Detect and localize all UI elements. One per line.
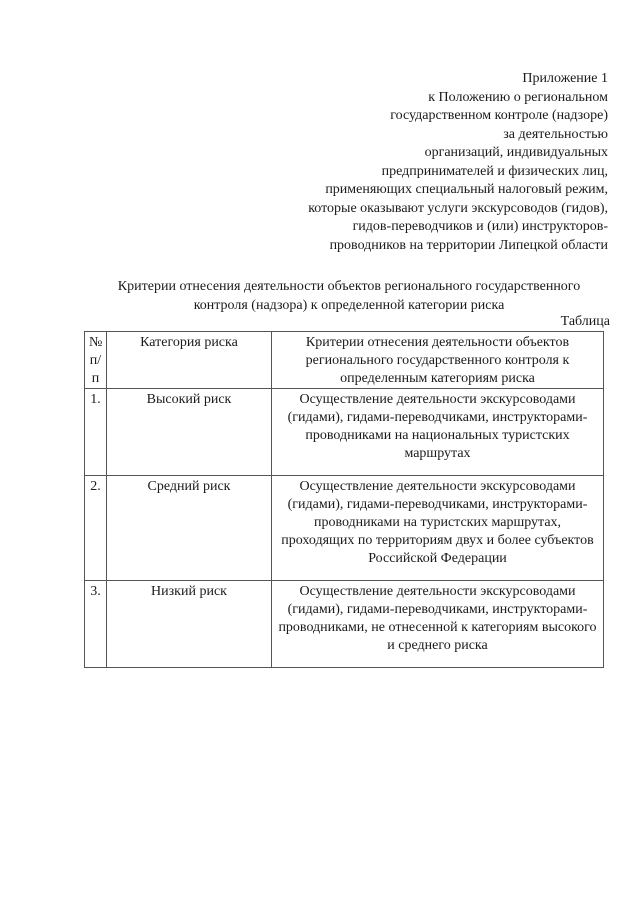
appendix-line: применяющих специальный налоговый режим, xyxy=(325,182,608,197)
appendix-line: которые оказывают услуги экскурсоводов (гидов), xyxy=(308,200,608,216)
cell-criteria: Осуществление деятельности экскурсоводами (гидами), гидами-переводчиками, инструкторами-проводниками на туристских маршрутах, проходящих по территориям двух и более субъектов Российской Федерации xyxy=(272,476,604,581)
cell-number: 2. xyxy=(85,476,107,581)
appendix-header xyxy=(248,70,608,255)
table-row xyxy=(85,389,604,476)
header-category: Категория риска xyxy=(107,332,272,389)
cell-criteria: Осуществление деятельности экскурсоводами (гидами), гидами-переводчиками, инструкторами-проводниками, не отнесенной к категориям высокого и среднего риска xyxy=(272,581,604,668)
title-line: Критерии отнесения деятельности объектов регионального государственного xyxy=(117,279,581,294)
risk-criteria-table xyxy=(84,331,604,668)
header-number: № п/п xyxy=(85,332,107,389)
appendix-line: к Положению о региональном xyxy=(428,89,608,105)
appendix-line: проводников на территории Липецкой области xyxy=(329,237,608,253)
appendix-line: организаций, индивидуальных xyxy=(424,145,608,160)
table-row xyxy=(85,476,604,581)
appendix-line: за деятельностью xyxy=(503,126,608,142)
header-criteria: Критерии отнесения деятельности объектов регионального государственного контроля к определенным категориям риска xyxy=(272,332,604,389)
cell-category: Высокий риск xyxy=(107,389,272,476)
cell-category: Низкий риск xyxy=(107,581,272,668)
appendix-line: Приложение 1 xyxy=(522,71,608,86)
table-caption: Таблица xyxy=(560,314,610,329)
cell-category: Средний риск xyxy=(107,476,272,581)
title-line: контроля (надзора) к определенной категории риска xyxy=(193,297,505,313)
appendix-line: гидов-переводчиков и (или) инструкторов- xyxy=(352,219,608,234)
cell-criteria: Осуществление деятельности экскурсоводами (гидами), гидами-переводчиками, инструкторами-проводниками на национальных туристских маршрутах xyxy=(272,389,604,476)
appendix-line: государственном контроле (надзоре) xyxy=(390,108,608,123)
cell-number: 1. xyxy=(85,389,107,476)
cell-number: 3. xyxy=(85,581,107,668)
table-header-row xyxy=(85,332,604,389)
document-title xyxy=(60,278,638,315)
appendix-line: предпринимателей и физических лиц, xyxy=(381,163,608,179)
table-row xyxy=(85,581,604,668)
